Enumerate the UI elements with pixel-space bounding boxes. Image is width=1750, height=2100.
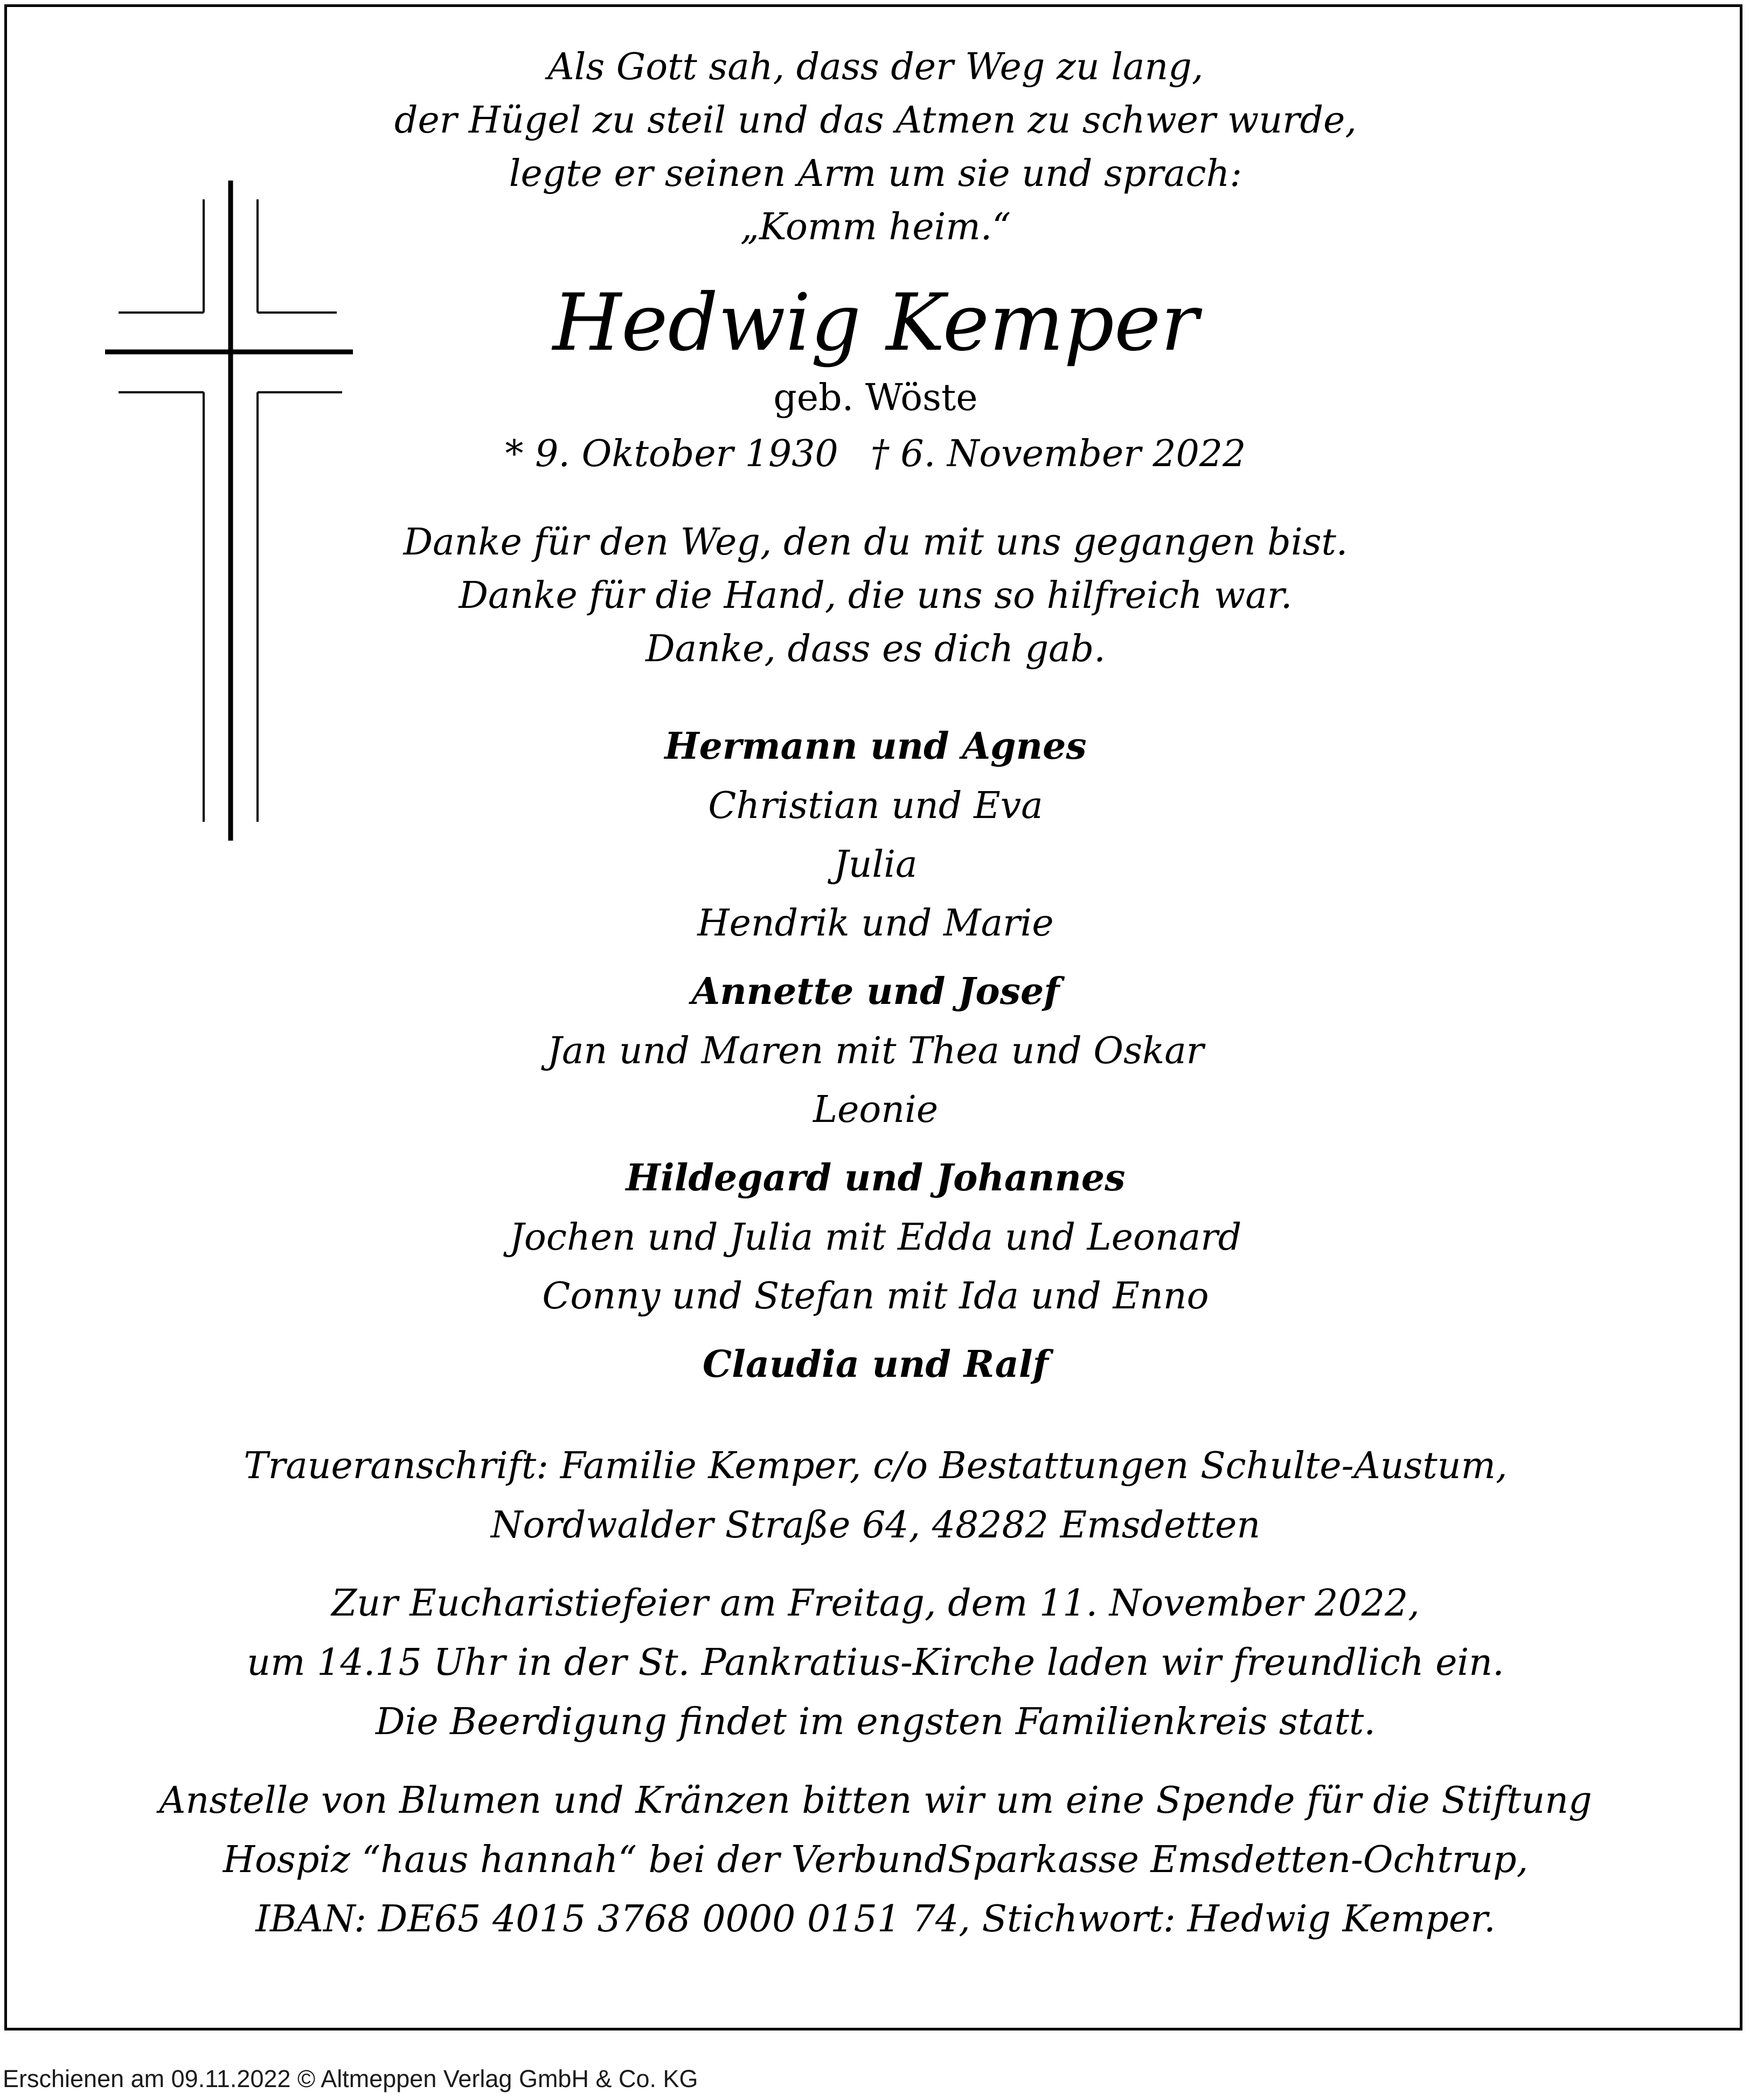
address-line: Nordwalder Straße 64, 48282 Emsdetten	[490, 1504, 1261, 1547]
donation-line: Anstelle von Blumen und Kränzen bitten wir um eine Spende für die Stiftung	[159, 1779, 1592, 1822]
family-head: Hildegard und Johannes	[626, 1156, 1126, 1200]
family-member: Leonie	[813, 1089, 939, 1131]
address-line: Traueranschrift: Familie Kemper, c/o Bestattungen Schulte-Austum,	[244, 1445, 1508, 1487]
family-member: Julia	[834, 843, 918, 886]
family-member: Conny und Stefan mit Ida und Enno	[542, 1275, 1209, 1318]
family-member: Christian und Eva	[708, 785, 1043, 827]
service-line: um 14.15 Uhr in der St. Pankratius-Kirche laden wir freundlich ein.	[247, 1641, 1504, 1684]
family-group	[108, 1148, 1643, 1326]
family-group	[108, 1334, 1643, 1395]
family-head: Claudia und Ralf	[703, 1343, 1048, 1386]
poem-line: Als Gott sah, dass der Weg zu lang,	[547, 46, 1204, 88]
family-head: Hermann und Agnes	[664, 725, 1087, 768]
thanks-line: Danke, dass es dich gab.	[645, 628, 1106, 670]
thanks-verse	[108, 516, 1643, 676]
opening-poem	[108, 40, 1643, 254]
family-member: Jan und Maren mit Thea und Oskar	[547, 1030, 1204, 1072]
maiden-name: geb. Wöste	[773, 377, 978, 419]
death-date: † 6. November 2022	[870, 433, 1246, 475]
thanks-line: Danke für die Hand, die uns so hilfreich war.	[459, 574, 1293, 617]
service-line: Die Beerdigung findet im engsten Familienkreis statt.	[376, 1701, 1376, 1743]
poem-line: legte er seinen Arm um sie und sprach:	[509, 153, 1242, 195]
life-dates	[108, 425, 1643, 483]
poem-line: „Komm heim.“	[740, 206, 1011, 248]
family-group	[108, 961, 1643, 1139]
donation-line: Hospiz “haus hannah“ bei der VerbundSparkasse Emsdetten-Ochtrup,	[223, 1839, 1529, 1881]
deceased-name: Hedwig Kemper	[552, 277, 1199, 369]
family-member: Jochen und Julia mit Edda und Leonard	[509, 1216, 1242, 1259]
birth-date: * 9. Oktober 1930	[505, 433, 838, 475]
family-member: Hendrik und Marie	[697, 902, 1054, 945]
family-head: Annette und Josef	[691, 970, 1060, 1013]
family-group	[108, 716, 1643, 953]
donation-notice	[108, 1771, 1643, 1949]
donation-line: IBAN: DE65 4015 3768 0000 0151 74, Stichwort: Hedwig Kemper.	[255, 1898, 1496, 1940]
mourners-list	[108, 716, 1643, 1395]
publication-footer: Erschienen am 09.11.2022 © Altmeppen Verlag GmbH & Co. KG	[3, 2065, 698, 2092]
thanks-line: Danke für den Weg, den du mit uns gegangen bist.	[403, 521, 1348, 564]
service-line: Zur Eucharistiefeier am Freitag, dem 11. November 2022,	[331, 1582, 1420, 1625]
poem-line: der Hügel zu steil und das Atmen zu schwer wurde,	[394, 99, 1357, 142]
mourning-address	[108, 1437, 1643, 1555]
obituary-content	[108, 40, 1643, 1949]
service-notice	[108, 1574, 1643, 1752]
